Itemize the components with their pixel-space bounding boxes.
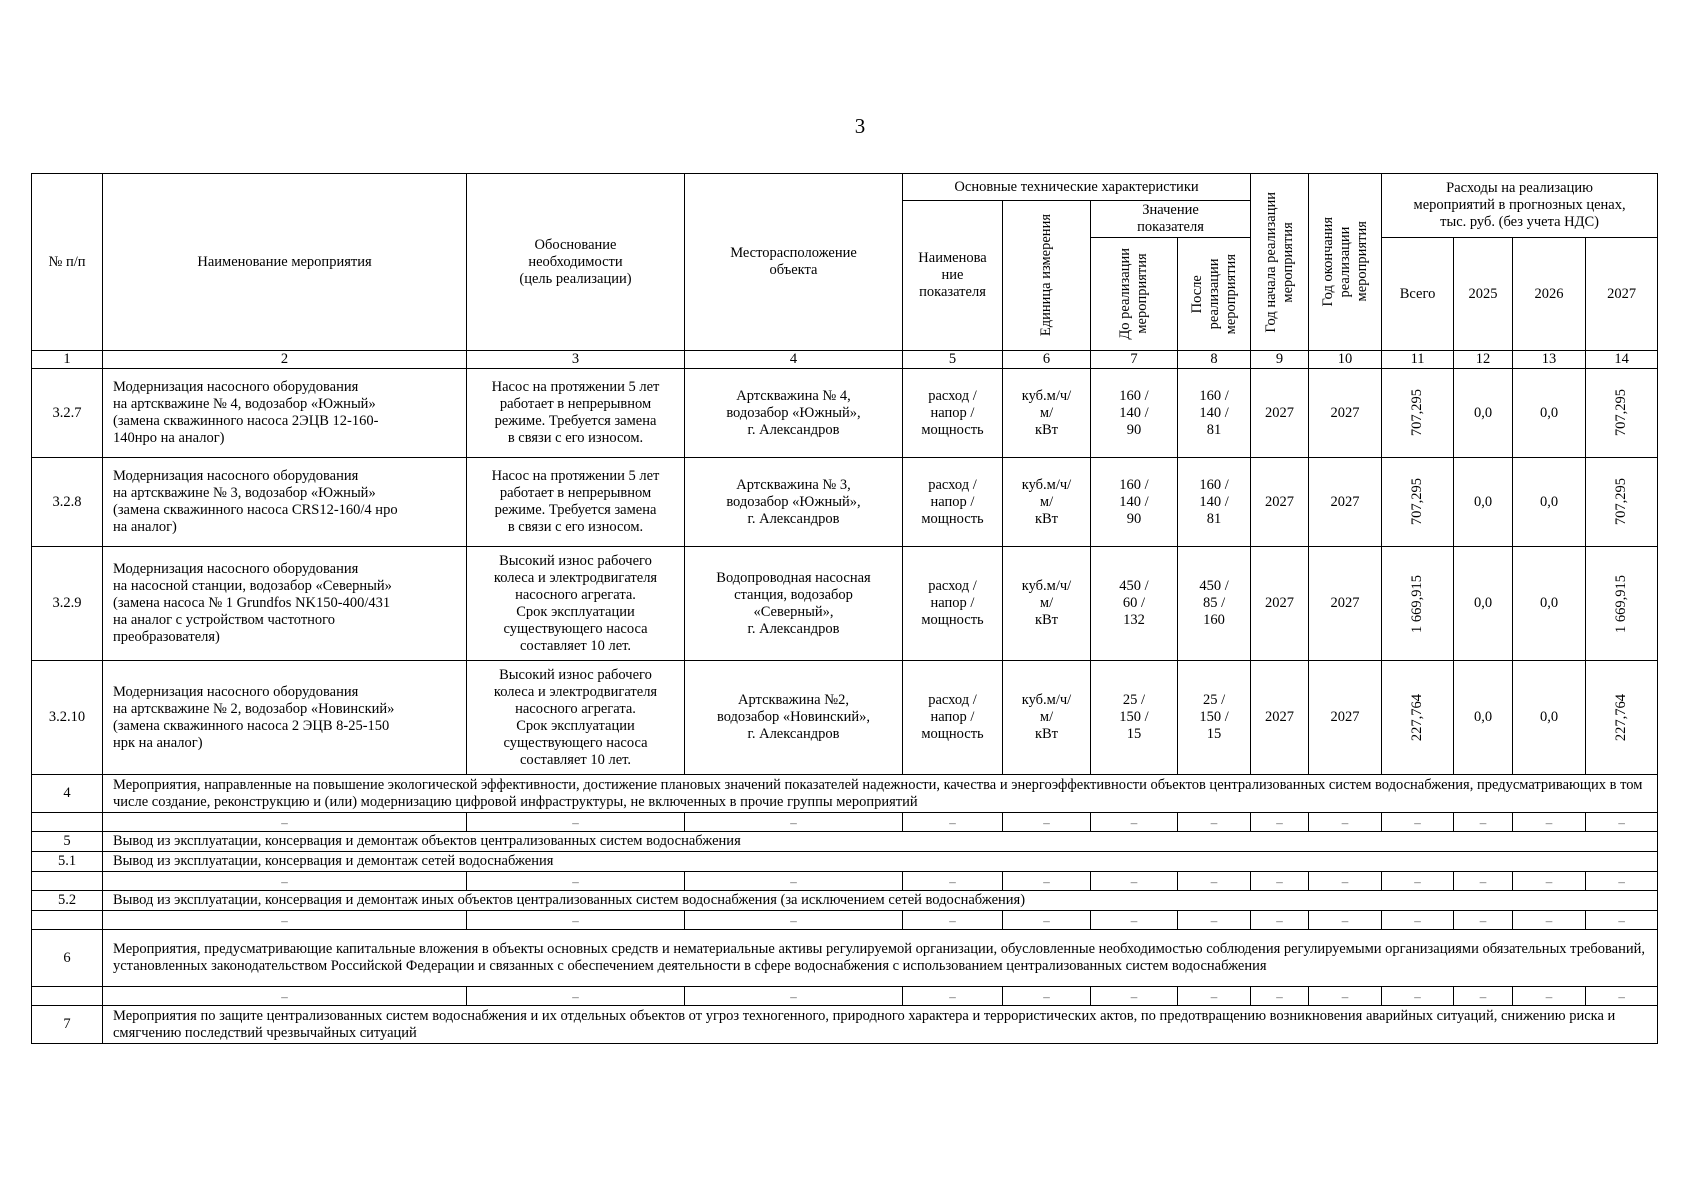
dash-cell: – bbox=[1454, 987, 1513, 1006]
header-cost-total: Всего bbox=[1382, 238, 1454, 351]
row-after: 160 / 140 / 81 bbox=[1178, 458, 1251, 547]
dash-cell: – bbox=[1251, 813, 1309, 832]
row-start-year: 2027 bbox=[1251, 458, 1309, 547]
dash-cell: – bbox=[1309, 813, 1382, 832]
dash-cell: – bbox=[1454, 911, 1513, 930]
dash-row bbox=[32, 987, 1658, 1006]
dash-cell: – bbox=[103, 987, 467, 1006]
row-2027-cell bbox=[1586, 661, 1658, 775]
dash-cell: – bbox=[1586, 911, 1658, 930]
row-2026: 0,0 bbox=[1513, 547, 1586, 661]
row-indicator: расход / напор / мощность bbox=[903, 369, 1003, 458]
dash-cell: – bbox=[467, 911, 685, 930]
column-number: 2 bbox=[103, 351, 467, 369]
section-row-5-2 bbox=[32, 891, 1658, 911]
dash-cell: – bbox=[1178, 987, 1251, 1006]
dash-cell: – bbox=[103, 872, 467, 891]
row-name: Модернизация насосного оборудования на насосной станции, водозабор «Северный» (замена насоса № 1 Grundfos NK150-400/431 на аналог с устройством частотного преобразователя) bbox=[103, 547, 467, 661]
dash-cell: – bbox=[1513, 911, 1586, 930]
row-2027-cell bbox=[1586, 547, 1658, 661]
row-end-year: 2027 bbox=[1309, 369, 1382, 458]
header-col-reason: Обоснование необходимости (цель реализации) bbox=[467, 174, 685, 351]
dash-cell: – bbox=[1178, 872, 1251, 891]
header-year-end bbox=[1309, 174, 1382, 351]
column-number: 3 bbox=[467, 351, 685, 369]
section-title: Вывод из эксплуатации, консервация и демонтаж объектов централизованных систем водоснабжения bbox=[103, 832, 1658, 852]
investment-program-table bbox=[31, 173, 1658, 1044]
dash-cell: – bbox=[1513, 872, 1586, 891]
dash-cell: – bbox=[1003, 813, 1091, 832]
row-2027: 707,295 bbox=[1613, 478, 1630, 526]
row-total: 707,295 bbox=[1409, 478, 1426, 526]
dash-cell: – bbox=[903, 872, 1003, 891]
dash-cell: – bbox=[1003, 911, 1091, 930]
section-no: 5.1 bbox=[32, 852, 103, 872]
header-tech-name: Наименова ние показателя bbox=[903, 201, 1003, 351]
dash-cell: – bbox=[1091, 813, 1178, 832]
dash-cell: – bbox=[1178, 813, 1251, 832]
column-number: 9 bbox=[1251, 351, 1309, 369]
row-2025: 0,0 bbox=[1454, 547, 1513, 661]
column-number: 1 bbox=[32, 351, 103, 369]
row-2026: 0,0 bbox=[1513, 369, 1586, 458]
column-number: 12 bbox=[1454, 351, 1513, 369]
row-location: Водопроводная насосная станция, водозабор «Северный», г. Александров bbox=[685, 547, 903, 661]
row-no: 3.2.9 bbox=[32, 547, 103, 661]
dash-cell: – bbox=[685, 911, 903, 930]
dash-row bbox=[32, 911, 1658, 930]
header-year-end-text: Год окончания реализации мероприятия bbox=[1319, 217, 1370, 307]
dash-cell: – bbox=[103, 911, 467, 930]
row-2026: 0,0 bbox=[1513, 661, 1586, 775]
dash-row bbox=[32, 872, 1658, 891]
row-total: 707,295 bbox=[1409, 389, 1426, 437]
header-tech-group: Основные технические характеристики bbox=[903, 174, 1251, 201]
dash-cell: – bbox=[1454, 813, 1513, 832]
column-number: 11 bbox=[1382, 351, 1454, 369]
row-reason: Насос на протяжении 5 лет работает в непрерывном режиме. Требуется замена в связи с его износом. bbox=[467, 369, 685, 458]
dash-cell: – bbox=[1178, 911, 1251, 930]
row-unit: куб.м/ч/ м/ кВт bbox=[1003, 661, 1091, 775]
row-end-year: 2027 bbox=[1309, 458, 1382, 547]
header-cost-2027: 2027 bbox=[1586, 238, 1658, 351]
dash-cell: – bbox=[1586, 872, 1658, 891]
dash-cell: – bbox=[1003, 987, 1091, 1006]
table-row bbox=[32, 547, 1658, 661]
dash-cell: – bbox=[903, 911, 1003, 930]
column-number: 6 bbox=[1003, 351, 1091, 369]
row-start-year: 2027 bbox=[1251, 547, 1309, 661]
header-col-location: Месторасположение объекта bbox=[685, 174, 903, 351]
row-end-year: 2027 bbox=[1309, 661, 1382, 775]
row-name: Модернизация насосного оборудования на артскважине № 3, водозабор «Южный» (замена скважинного насоса CRS12-160/4 нро на аналог) bbox=[103, 458, 467, 547]
dash-cell: – bbox=[467, 987, 685, 1006]
column-number: 8 bbox=[1178, 351, 1251, 369]
column-number: 10 bbox=[1309, 351, 1382, 369]
row-total: 227,764 bbox=[1409, 693, 1426, 742]
row-before: 160 / 140 / 90 bbox=[1091, 369, 1178, 458]
header-year-start bbox=[1251, 174, 1309, 351]
row-name: Модернизация насосного оборудования на артскважине № 4, водозабор «Южный» (замена скважинного насоса 2ЭЦВ 12-160- 140нро на аналог) bbox=[103, 369, 467, 458]
header-col-no: № п/п bbox=[32, 174, 103, 351]
section-no: 7 bbox=[32, 1006, 103, 1044]
column-number: 7 bbox=[1091, 351, 1178, 369]
dash-cell: – bbox=[903, 813, 1003, 832]
section-no: 5 bbox=[32, 832, 103, 852]
dash-cell: – bbox=[1091, 872, 1178, 891]
row-total-cell bbox=[1382, 369, 1454, 458]
row-after: 25 / 150 / 15 bbox=[1178, 661, 1251, 775]
row-total-cell bbox=[1382, 547, 1454, 661]
section-title: Мероприятия, направленные на повышение экологической эффективности, достижение плановых значений показателей надежности, качества и энергоэффективности объектов централизованных систем водоснабжения, предусматривающих в том числе создание, реконструкцию и (или) модернизацию цифровой инфраструктуры, не включенных в прочие группы мероприятий bbox=[103, 775, 1658, 813]
row-total-cell bbox=[1382, 661, 1454, 775]
table-row bbox=[32, 458, 1658, 547]
column-number: 14 bbox=[1586, 351, 1658, 369]
row-end-year: 2027 bbox=[1309, 547, 1382, 661]
dash-cell: – bbox=[1513, 813, 1586, 832]
section-title: Мероприятия, предусматривающие капитальные вложения в объекты основных средств и нематериальные активы регулируемой организации, обусловленные необходимостью соблюдения регулируемыми организациями обязательных требований, установленных законодательством Российской Федерации и связанных с обеспечением деятельности в сфере водоснабжения с использованием централизованных систем водоснабжения bbox=[103, 930, 1658, 987]
dash-cell: – bbox=[1309, 987, 1382, 1006]
section-title: Вывод из эксплуатации, консервация и демонтаж иных объектов централизованных систем водоснабжения (за исключением сетей водоснабжения) bbox=[103, 891, 1658, 911]
dash-cell: – bbox=[1251, 987, 1309, 1006]
dash-cell: – bbox=[467, 813, 685, 832]
table-row bbox=[32, 369, 1658, 458]
row-total-cell bbox=[1382, 458, 1454, 547]
row-start-year: 2027 bbox=[1251, 661, 1309, 775]
page-number: 3 bbox=[854, 114, 866, 138]
header-cost-2026: 2026 bbox=[1513, 238, 1586, 351]
row-name: Модернизация насосного оборудования на артскважине № 2, водозабор «Новинский» (замена скважинного насоса 2 ЭЦВ 8-25-150 нрк на аналог) bbox=[103, 661, 467, 775]
section-row-7 bbox=[32, 1006, 1658, 1044]
dash-cell: – bbox=[685, 987, 903, 1006]
dash-cell: – bbox=[1586, 813, 1658, 832]
row-2027: 1 669,915 bbox=[1613, 574, 1630, 633]
header-year-start-text: Год начала реализации мероприятия bbox=[1262, 191, 1296, 333]
section-no: 4 bbox=[32, 775, 103, 813]
row-before: 450 / 60 / 132 bbox=[1091, 547, 1178, 661]
dash-cell: – bbox=[1382, 911, 1454, 930]
column-number: 5 bbox=[903, 351, 1003, 369]
section-no: 6 bbox=[32, 930, 103, 987]
dash-cell: – bbox=[1454, 872, 1513, 891]
row-no: 3.2.8 bbox=[32, 458, 103, 547]
row-reason: Высокий износ рабочего колеса и электродвигателя насосного агрегата. Срок эксплуатации существующего насоса составляет 10 лет. bbox=[467, 661, 685, 775]
dash-cell: – bbox=[1309, 872, 1382, 891]
section-no: 5.2 bbox=[32, 891, 103, 911]
row-2027-cell bbox=[1586, 369, 1658, 458]
row-start-year: 2027 bbox=[1251, 369, 1309, 458]
header-col-name: Наименование мероприятия bbox=[103, 174, 467, 351]
row-location: Артскважина № 4, водозабор «Южный», г. Александров bbox=[685, 369, 903, 458]
dash-cell: – bbox=[1586, 987, 1658, 1006]
row-indicator: расход / напор / мощность bbox=[903, 661, 1003, 775]
section-row-5-1 bbox=[32, 852, 1658, 872]
header-value-before bbox=[1091, 238, 1178, 351]
row-2025: 0,0 bbox=[1454, 458, 1513, 547]
dash-cell: – bbox=[1251, 911, 1309, 930]
row-no: 3.2.7 bbox=[32, 369, 103, 458]
header-value-after-text: После реализации мероприятия bbox=[1188, 253, 1239, 335]
row-indicator: расход / напор / мощность bbox=[903, 458, 1003, 547]
row-2027: 707,295 bbox=[1613, 389, 1630, 437]
header-tech-unit bbox=[1003, 201, 1091, 351]
row-before: 25 / 150 / 15 bbox=[1091, 661, 1178, 775]
row-no: 3.2.10 bbox=[32, 661, 103, 775]
dash-cell: – bbox=[1091, 911, 1178, 930]
row-reason: Высокий износ рабочего колеса и электродвигателя насосного агрегата. Срок эксплуатации существующего насоса составляет 10 лет. bbox=[467, 547, 685, 661]
dash-cell: – bbox=[685, 872, 903, 891]
dash-cell: – bbox=[1003, 872, 1091, 891]
row-unit: куб.м/ч/ м/ кВт bbox=[1003, 458, 1091, 547]
row-before: 160 / 140 / 90 bbox=[1091, 458, 1178, 547]
row-indicator: расход / напор / мощность bbox=[903, 547, 1003, 661]
dash-cell: – bbox=[1091, 987, 1178, 1006]
section-row-5 bbox=[32, 832, 1658, 852]
dash-cell: – bbox=[1251, 872, 1309, 891]
section-title: Вывод из эксплуатации, консервация и демонтаж сетей водоснабжения bbox=[103, 852, 1658, 872]
header-cost-group: Расходы на реализацию мероприятий в прогнозных ценах, тыс. руб. (без учета НДС) bbox=[1382, 174, 1658, 238]
row-2025: 0,0 bbox=[1454, 661, 1513, 775]
header-value-before-text: До реализации мероприятия bbox=[1117, 248, 1150, 340]
row-location: Артскважина № 3, водозабор «Южный», г. Александров bbox=[685, 458, 903, 547]
row-unit: куб.м/ч/ м/ кВт bbox=[1003, 547, 1091, 661]
column-number: 4 bbox=[685, 351, 903, 369]
row-2027-cell bbox=[1586, 458, 1658, 547]
dash-row bbox=[32, 813, 1658, 832]
header-value-after bbox=[1178, 238, 1251, 351]
column-number-row bbox=[32, 351, 1658, 369]
row-after: 160 / 140 / 81 bbox=[1178, 369, 1251, 458]
row-after: 450 / 85 / 160 bbox=[1178, 547, 1251, 661]
row-location: Артскважина №2, водозабор «Новинский», г. Александров bbox=[685, 661, 903, 775]
row-unit: куб.м/ч/ м/ кВт bbox=[1003, 369, 1091, 458]
dash-cell: – bbox=[103, 813, 467, 832]
dash-cell: – bbox=[685, 813, 903, 832]
header-cost-2025: 2025 bbox=[1454, 238, 1513, 351]
row-reason: Насос на протяжении 5 лет работает в непрерывном режиме. Требуется замена в связи с его износом. bbox=[467, 458, 685, 547]
row-2025: 0,0 bbox=[1454, 369, 1513, 458]
dash-cell: – bbox=[1382, 987, 1454, 1006]
dash-cell: – bbox=[1513, 987, 1586, 1006]
header-tech-unit-text: Единица измерения bbox=[1038, 214, 1054, 337]
table-row bbox=[32, 661, 1658, 775]
row-2026: 0,0 bbox=[1513, 458, 1586, 547]
dash-cell: – bbox=[903, 987, 1003, 1006]
header-value-group: Значение показателя bbox=[1091, 201, 1251, 238]
section-title: Мероприятия по защите централизованных систем водоснабжения и их отдельных объектов от угроз техногенного, природного характера и террористических актов, по предотвращению возникновения аварийных ситуаций, снижению риска и смягчению последствий чрезвычайных ситуаций bbox=[103, 1006, 1658, 1044]
dash-cell: – bbox=[1382, 813, 1454, 832]
dash-cell: – bbox=[1382, 872, 1454, 891]
row-total: 1 669,915 bbox=[1409, 574, 1426, 633]
row-2027: 227,764 bbox=[1613, 693, 1630, 742]
dash-cell: – bbox=[1309, 911, 1382, 930]
column-number: 13 bbox=[1513, 351, 1586, 369]
section-row-4 bbox=[32, 775, 1658, 813]
dash-cell: – bbox=[467, 872, 685, 891]
section-row-6 bbox=[32, 930, 1658, 987]
